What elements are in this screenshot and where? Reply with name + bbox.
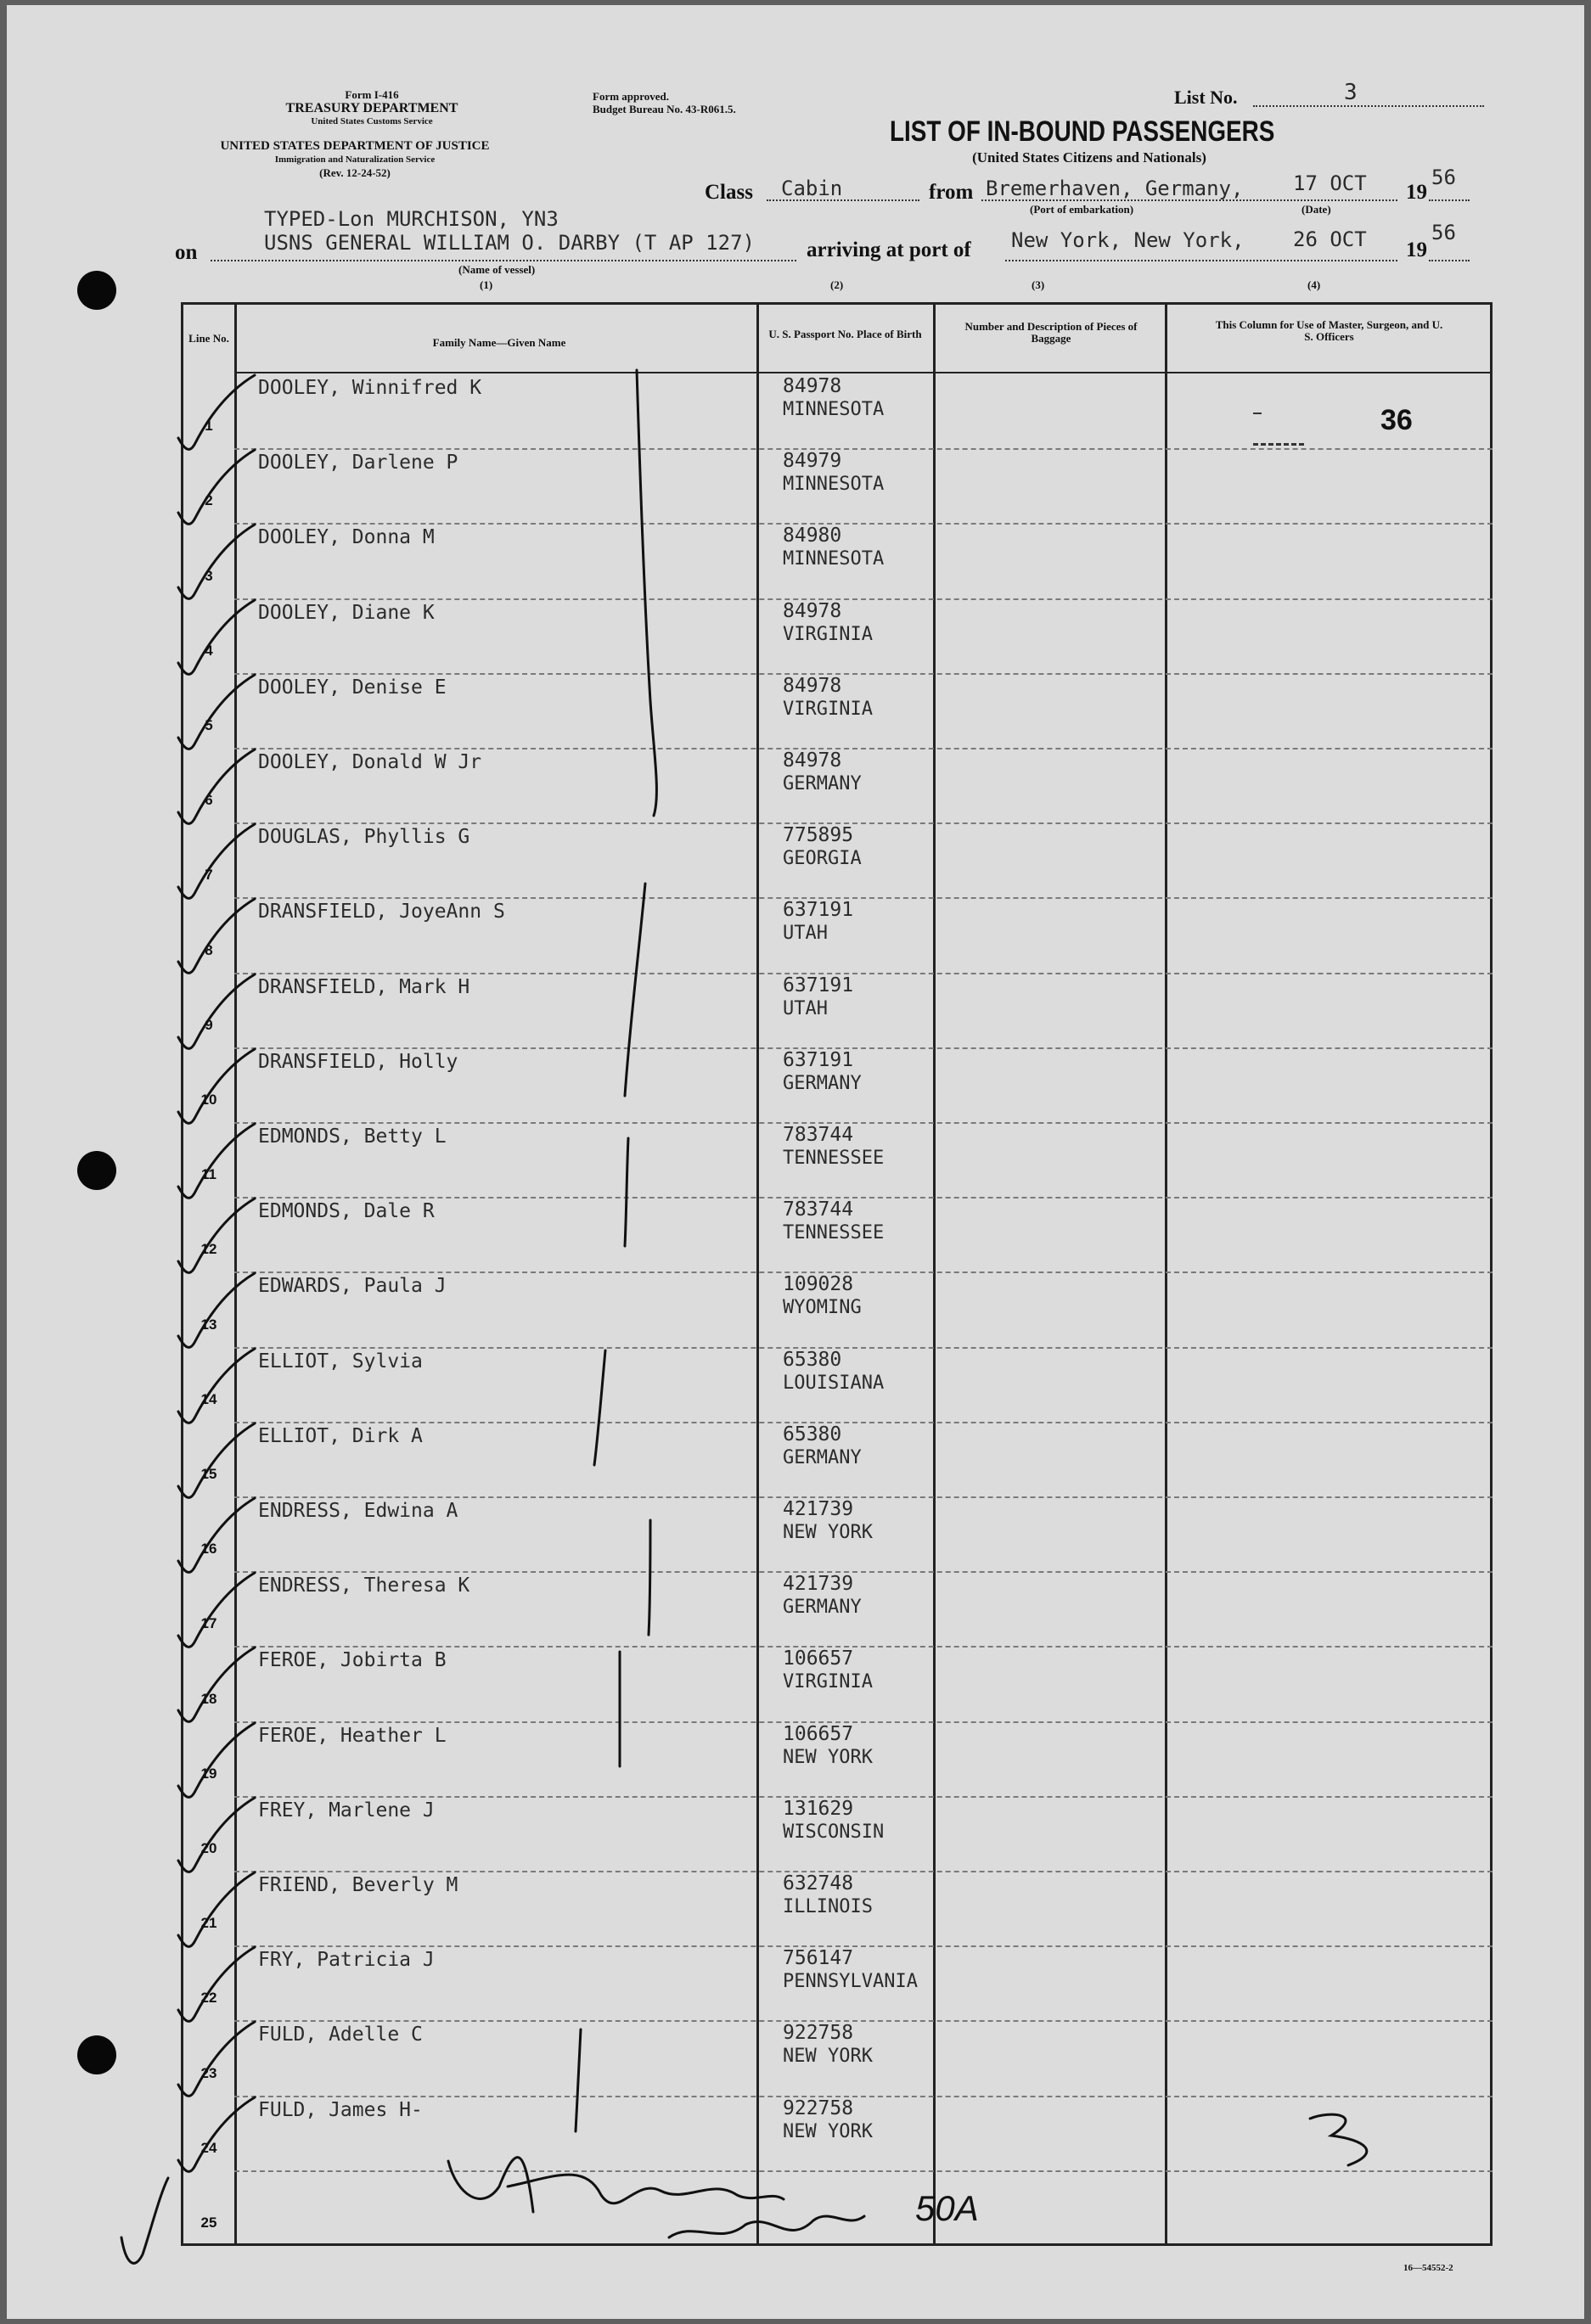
form-approved: Form approved. [593, 90, 670, 103]
passenger-name: DOUGLAS, Phyllis G [258, 826, 470, 849]
birth-place: GERMANY [783, 773, 862, 794]
line-number: 12 [200, 1241, 217, 1258]
birth-place: ILLINOIS [783, 1896, 873, 1917]
line-number: 10 [200, 1092, 217, 1108]
passenger-name: ENDRESS, Theresa K [258, 1575, 470, 1597]
line-number: 8 [205, 941, 213, 958]
line-number: 19 [200, 1765, 217, 1782]
bracket-mark-dooley [637, 370, 656, 816]
year-prefix-1: 19 [1406, 181, 1427, 204]
check-mark-bottom [121, 2178, 168, 2263]
birth-place: WYOMING [783, 1297, 862, 1319]
birth-place: TENNESSEE [783, 1148, 885, 1169]
typed-by: TYPED-Lon MURCHISON, YN3 [264, 207, 559, 231]
line-number: 9 [205, 1016, 213, 1033]
line-number: 5 [205, 717, 213, 733]
line-number: 17 [200, 1615, 217, 1632]
line-number: 24 [200, 2139, 217, 2156]
birth-place: VIRGINIA [783, 623, 873, 645]
passenger-name: EDWARDS, Paula J [258, 1275, 447, 1298]
passenger-name: FULD, James H- [258, 2098, 423, 2121]
column-ref-2: (2) [830, 278, 844, 291]
bracket-mark-fuld [576, 2029, 581, 2131]
passport-number: 637191 [783, 974, 854, 996]
on-label: on [175, 241, 198, 264]
passenger-name: ENDRESS, Edwina A [258, 1500, 458, 1522]
birth-place: NEW YORK [783, 1746, 873, 1768]
form-revision: (Rev. 12-24-52) [319, 166, 391, 179]
date-caption: (Date) [1301, 203, 1331, 216]
customs-service: United States Customs Service [311, 116, 433, 126]
passport-number: 84978 [783, 599, 842, 622]
passenger-name: DRANSFIELD, Mark H [258, 975, 470, 998]
col-header-line-no: Line No. [188, 332, 229, 345]
birth-place: LOUISIANA [783, 1372, 885, 1394]
port-caption: (Port of embarkation) [1030, 203, 1134, 216]
department-of-justice: UNITED STATES DEPARTMENT OF JUSTICE [220, 139, 490, 153]
bracket-mark-elliot [594, 1350, 605, 1465]
treasury-department: TREASURY DEPARTMENT [285, 101, 458, 115]
line-number: 3 [205, 567, 213, 584]
birth-place: NEW YORK [783, 2046, 873, 2068]
col-header-name: Family Name—Given Name [432, 336, 566, 349]
birth-place: NEW YORK [783, 1522, 873, 1543]
signature-scrawl [448, 2158, 784, 2212]
passport-number: 131629 [783, 1797, 854, 1820]
line-number: 11 [201, 1166, 216, 1183]
footer-print-code: 16—54552-2 [1403, 2263, 1453, 2273]
passenger-name: DOOLEY, Donald W Jr [258, 751, 482, 773]
bracket-mark-endress [649, 1520, 650, 1635]
passenger-name: EDMONDS, Betty L [258, 1126, 447, 1148]
officer-count-note: 36 [1380, 404, 1413, 436]
bracket-mark-edmonds [625, 1138, 628, 1246]
birth-place: NEW YORK [783, 2120, 873, 2142]
embarkation-date: 17 OCT [1293, 171, 1367, 195]
passport-number: 84979 [783, 450, 842, 473]
list-no-label: List No. [1174, 87, 1238, 108]
passenger-name: ELLIOT, Dirk A [258, 1424, 423, 1447]
passenger-name: FEROE, Jobirta B [258, 1649, 447, 1672]
birth-place: PENNSYLVANIA [783, 1971, 918, 1993]
column-ref-1: (1) [480, 278, 493, 291]
column-ref-4: (4) [1307, 278, 1321, 291]
line-number: 25 [200, 2215, 217, 2231]
line-number: 16 [200, 1541, 217, 1558]
vessel-name: USNS GENERAL WILLIAM O. DARBY (T AP 127) [264, 231, 755, 255]
passport-number: 106657 [783, 1648, 854, 1670]
birth-place: WISCONSIN [783, 1821, 885, 1843]
column-ref-3: (3) [1032, 278, 1045, 291]
line-number: 22 [200, 1990, 217, 2007]
passenger-name: DRANSFIELD, JoyeAnn S [258, 901, 505, 923]
line-number: 13 [200, 1316, 217, 1333]
embarkation-port: Bremerhaven, Germany, [986, 177, 1244, 200]
line-number: 23 [200, 2064, 217, 2081]
birth-place: UTAH [783, 997, 828, 1019]
arriving-label: arriving at port of [807, 239, 971, 261]
col-header-officers: This Column for Use of Master, Surgeon, and U. S. Officers [1215, 318, 1443, 343]
immigration-service: Immigration and Naturalization Service [274, 154, 436, 165]
document-subtitle: (United States Citizens and Nationals) [972, 149, 1206, 166]
passport-number: 84978 [783, 749, 842, 772]
birth-place: VIRGINIA [783, 698, 873, 720]
line-number: 14 [200, 1390, 217, 1407]
passenger-name: DOOLEY, Denise E [258, 676, 447, 699]
line-number: 18 [200, 1690, 217, 1707]
passport-number: 84978 [783, 375, 842, 397]
list-no-value: 3 [1344, 80, 1358, 105]
passenger-name: FRIEND, Beverly M [258, 1874, 458, 1896]
birth-place: GEORGIA [783, 848, 862, 870]
passport-number: 637191 [783, 899, 854, 922]
bracket-mark-dransfield [625, 884, 645, 1096]
passenger-name: DRANSFIELD, Holly [258, 1050, 458, 1073]
embarkation-year: 56 [1431, 166, 1456, 189]
passenger-name: FULD, Adelle C [258, 2024, 423, 2046]
passport-number: 65380 [783, 1423, 842, 1445]
passenger-name: FRY, Patricia J [258, 1949, 435, 1972]
col-header-baggage: Number and Description of Pieces of Baggage [964, 320, 1138, 345]
passenger-name: ELLIOT, Sylvia [258, 1350, 423, 1373]
passenger-name: DOOLEY, Darlene P [258, 452, 458, 474]
passport-number: 775895 [783, 824, 854, 847]
passenger-name: FREY, Marlene J [258, 1799, 435, 1822]
birth-place: TENNESSEE [783, 1222, 885, 1244]
birth-place: GERMANY [783, 1597, 862, 1619]
line-number: 20 [200, 1840, 217, 1856]
passport-number: 65380 [783, 1348, 842, 1371]
passport-number: 84980 [783, 525, 842, 547]
passport-number: 632748 [783, 1872, 854, 1895]
document-title: LIST OF IN-BOUND PASSENGERS [890, 115, 1275, 148]
birth-place: GERMANY [783, 1446, 862, 1468]
passenger-name: DOOLEY, Winnifred K [258, 377, 482, 399]
year-prefix-2: 19 [1406, 239, 1427, 261]
document-sheet [7, 5, 1584, 2319]
arrival-date: 26 OCT [1293, 227, 1367, 251]
line-number: 7 [205, 867, 213, 884]
passport-number: 922758 [783, 2022, 854, 2045]
line-number: 15 [200, 1466, 217, 1482]
birth-place: MINNESOTA [783, 548, 885, 570]
passport-number: 106657 [783, 1722, 854, 1745]
passport-number: 421739 [783, 1573, 854, 1596]
passport-number: 922758 [783, 2097, 854, 2119]
passport-number: 756147 [783, 1947, 854, 1970]
col-header-passport: U. S. Passport No. Place of Birth [768, 328, 922, 340]
vessel-caption: (Name of vessel) [458, 263, 536, 276]
passenger-name: DOOLEY, Donna M [258, 526, 435, 549]
form-number: Form I-416 [345, 88, 399, 101]
passenger-name: EDMONDS, Dale R [258, 1200, 435, 1223]
arrival-year: 56 [1431, 221, 1456, 244]
birth-place: MINNESOTA [783, 399, 885, 420]
handwriting-marks [7, 5, 1584, 2319]
class-label: Class [705, 181, 753, 204]
passport-number: 109028 [783, 1273, 854, 1296]
arrival-port: New York, New York, [1011, 228, 1245, 252]
birth-place: MINNESOTA [783, 474, 885, 496]
initial-mark-right [1310, 2114, 1367, 2165]
passport-number: 84978 [783, 674, 842, 697]
birth-place: UTAH [783, 923, 828, 945]
line-number: 4 [205, 642, 213, 659]
birth-place: VIRGINIA [783, 1671, 873, 1693]
line-number: 21 [200, 1915, 217, 1932]
passenger-name: FEROE, Heather L [258, 1724, 447, 1747]
passport-number: 637191 [783, 1048, 854, 1071]
class-value: Cabin [781, 177, 843, 200]
budget-bureau: Budget Bureau No. 43-R061.5. [593, 103, 736, 115]
line-number: 1 [205, 418, 213, 435]
signature-scrawl-lower [669, 2216, 864, 2237]
birth-place: GERMANY [783, 1072, 862, 1094]
passport-number: 783744 [783, 1198, 854, 1221]
line-number: 6 [205, 792, 213, 809]
passenger-name: DOOLEY, Diane K [258, 601, 435, 624]
from-label: from [929, 181, 974, 204]
line-number: 2 [205, 492, 213, 509]
signature-annotation: 50A [915, 2188, 979, 2228]
passport-number: 783744 [783, 1124, 854, 1146]
passport-number: 421739 [783, 1498, 854, 1520]
